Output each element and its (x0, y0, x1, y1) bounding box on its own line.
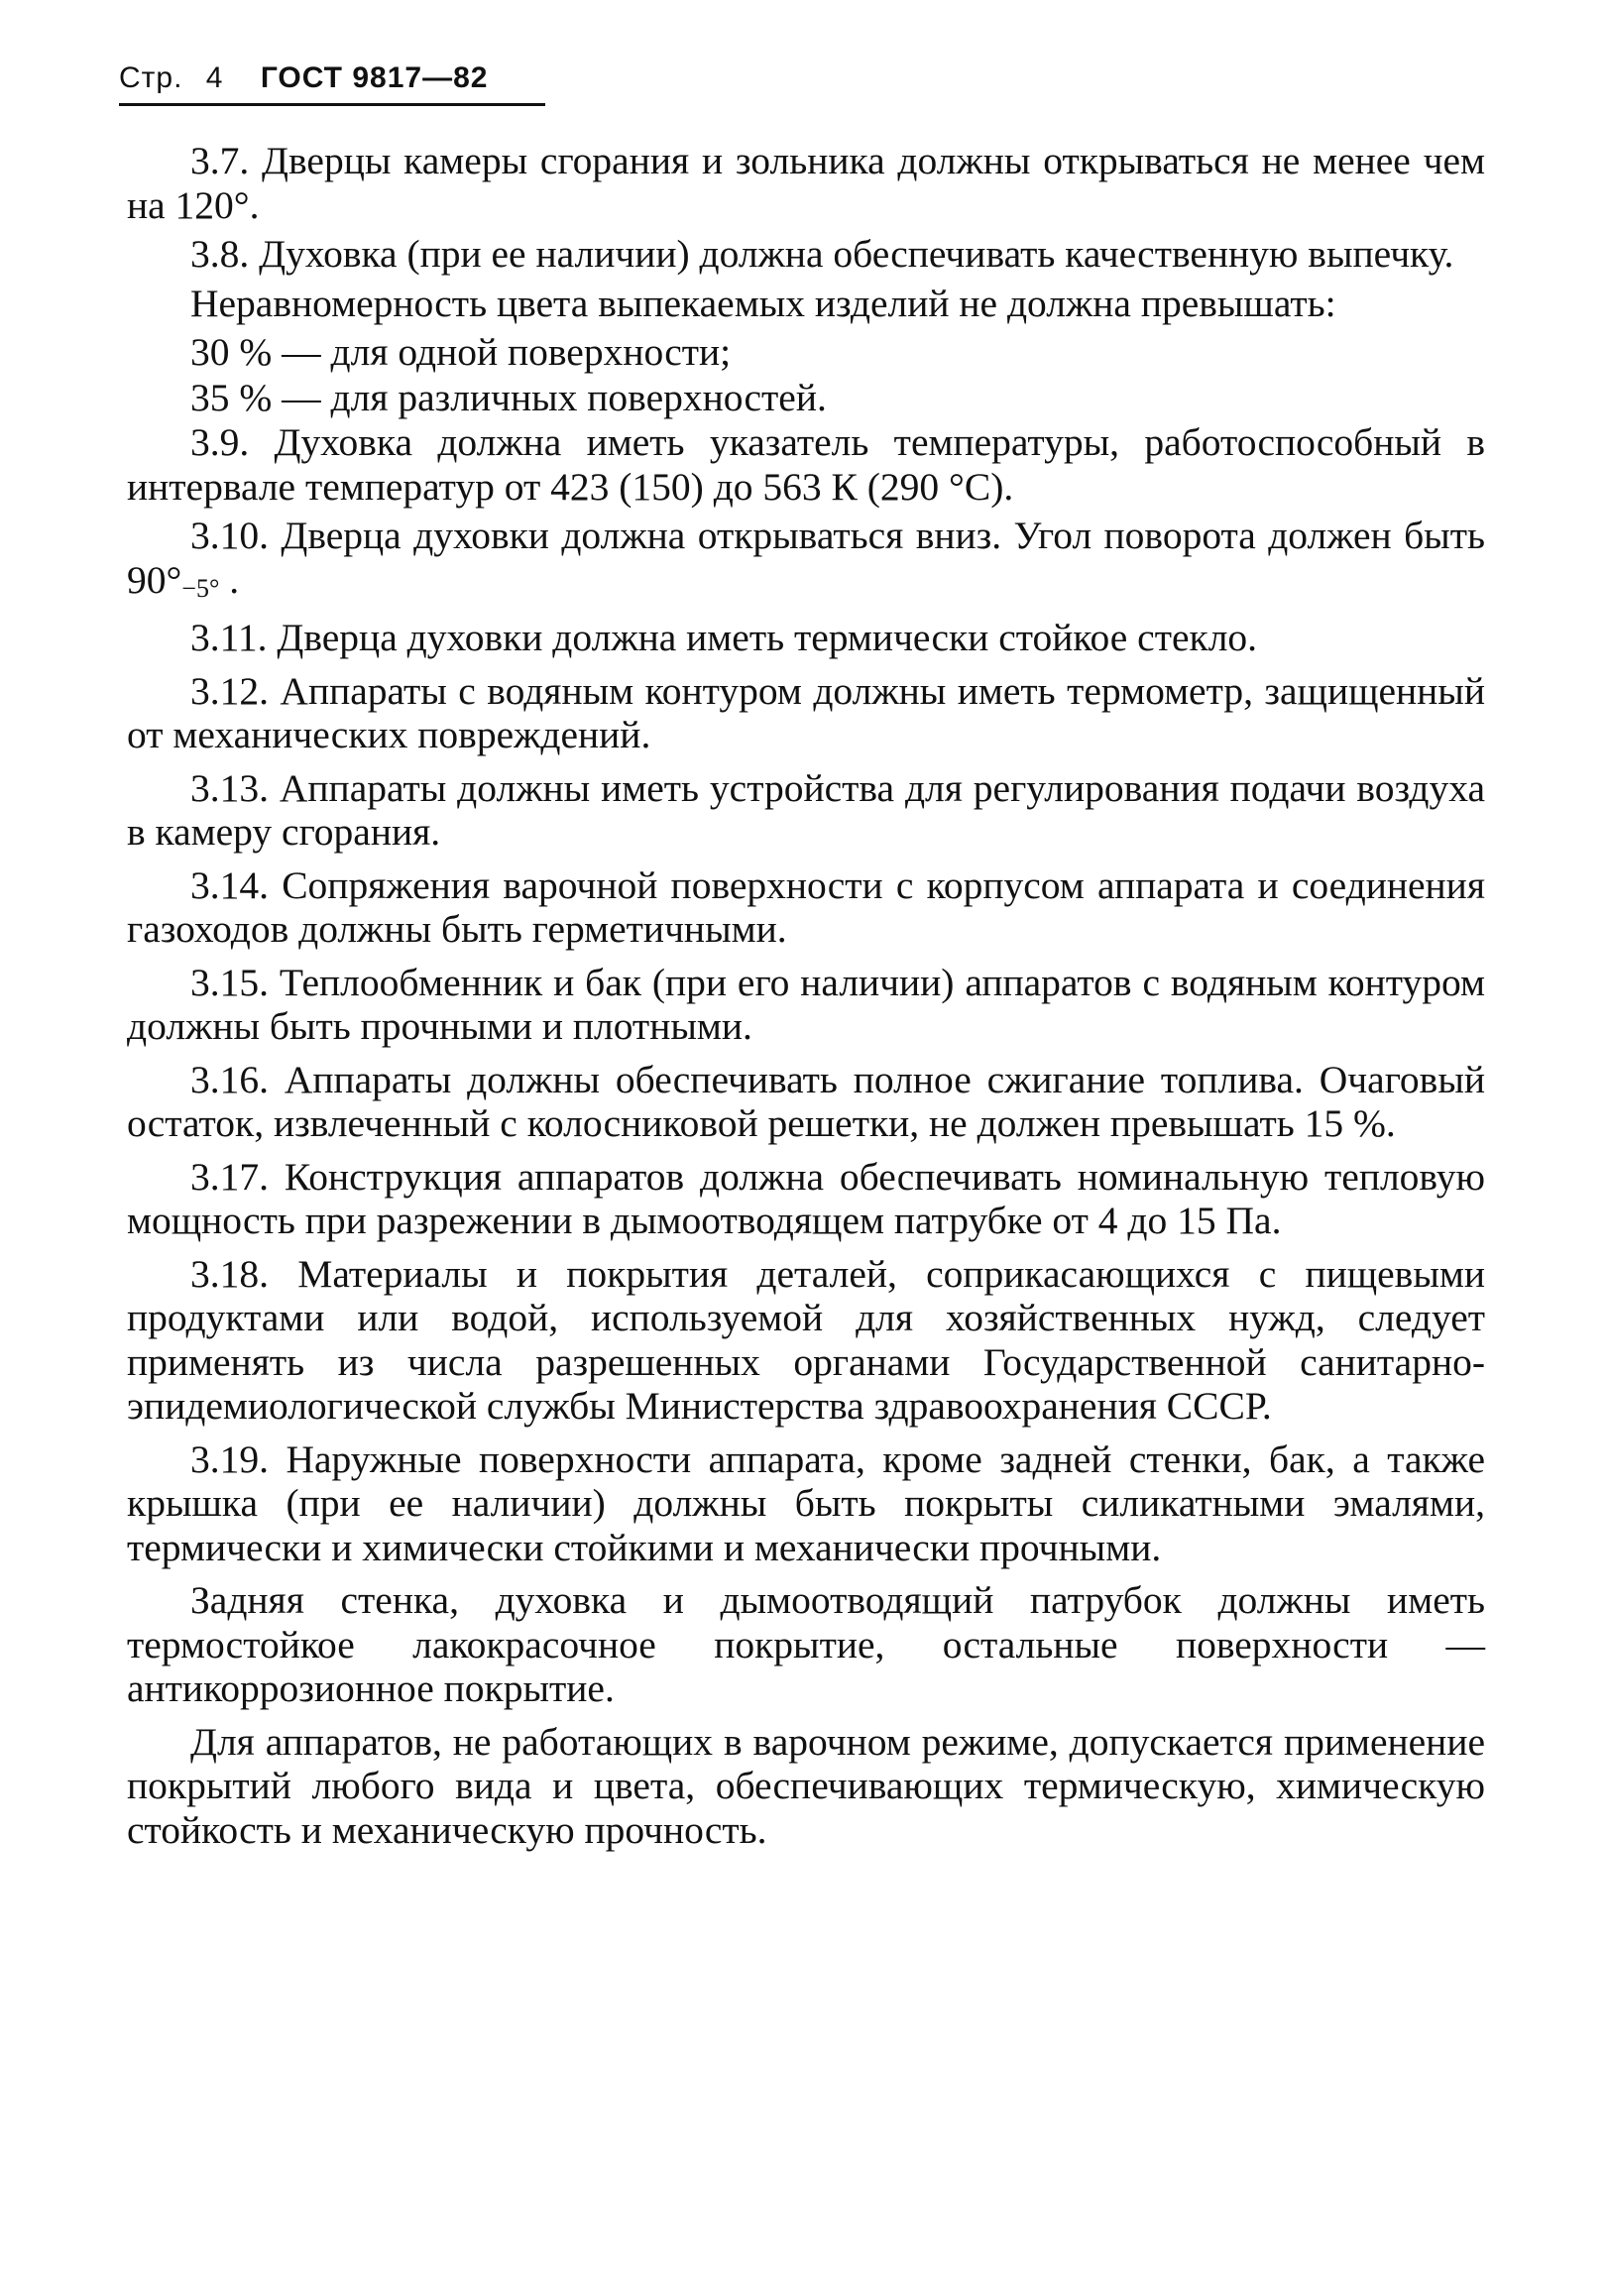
non-cooking-mode-coating: Для аппаратов, не работающих в варочном режиме, допускается применение покрытий любого вида и цвета, обеспечивающих термическую, химическую стойкость и механическую прочность. (127, 1719, 1485, 1852)
clause-3-15: 3.15. Теплообменник и бак (при его наличии) аппаратов с водяным контуром должны быть прочными и плотными. (127, 960, 1485, 1048)
clause-3-8: 3.8. Духовка (при ее наличии) должна обеспечивать качественную выпечку. (190, 232, 1454, 276)
angle-tolerance: −5° (181, 573, 220, 603)
rear-wall-coating: Задняя стенка, духовка и дымоотводящий патрубок должны иметь термостойкое лакокрасочное покрытие, остальные поверхности — антикоррозионное покрытие. (127, 1578, 1485, 1710)
clause-3-19: 3.19. Наружные поверхности аппарата, кроме задней стенки, бак, а также крышка (при ее наличии) должны быть покрыты силикатными эмалями, термически и химически стойкими и механически прочными. (127, 1436, 1485, 1569)
page-label: Стр. (119, 61, 183, 94)
list-item-different-surfaces: 35 % — для различных поверхностей. (190, 375, 827, 419)
list-item-one-surface: 30 % — для одной поверхности; (190, 330, 732, 374)
color-unevenness-intro: Неравномерность цвета выпекаемых изделий не должна превышать: (190, 281, 1336, 325)
clause-3-14: 3.14. Сопряжения варочной поверхности с корпусом аппарата и соединения газоходов должны быть герметичными. (127, 862, 1485, 951)
angle-tail: . (219, 557, 240, 602)
clause-3-10 (127, 514, 1485, 611)
clause-3-12: 3.12. Аппараты с водяным контуром должны иметь термометр, защищенный от механических повреждений. (127, 668, 1485, 756)
document-body (127, 139, 1485, 1857)
clause-3-18: 3.18. Материалы и покрытия деталей, соприкасающихся с пищевыми продуктами или водой, используемой для хозяйственных нужд, следует применять из числа разрешенных органами Государственной санитарно-эпидемиологической службы Министерства здравоохранения СССР. (127, 1251, 1485, 1428)
standard-number: ГОСТ 9817—82 (260, 61, 489, 94)
clause-3-9: 3.9. Духовка должна иметь указатель температуры, работоспособный в интервале температур от 423 (150) до 563 К (290 °С). (127, 420, 1485, 509)
clause-3-16: 3.16. Аппараты должны обеспечивать полное сжигание топлива. Очаговый остаток, извлеченный с колосниковой решетки, не должен превышать 15 %. (127, 1057, 1485, 1145)
page-number: 4 (205, 61, 224, 94)
page-header (119, 61, 545, 106)
clause-3-10-text: 3.10. Дверца духовки должна открываться вниз. Угол поворота должен быть 90° (127, 514, 1485, 602)
clause-3-17: 3.17. Конструкция аппаратов должна обеспечивать номинальную тепловую мощность при разрежении в дымоотводящем патрубке от 4 до 15 Па. (127, 1154, 1485, 1242)
clause-3-11: 3.11. Дверца духовки должна иметь термически стойкое стекло. (190, 616, 1258, 659)
clause-3-7: 3.7. Дверцы камеры сгорания и зольника должны открываться не менее чем на 120°. (127, 139, 1485, 227)
clause-3-13: 3.13. Аппараты должны иметь устройства для регулирования подачи воздуха в камеру сгорания. (127, 765, 1485, 854)
